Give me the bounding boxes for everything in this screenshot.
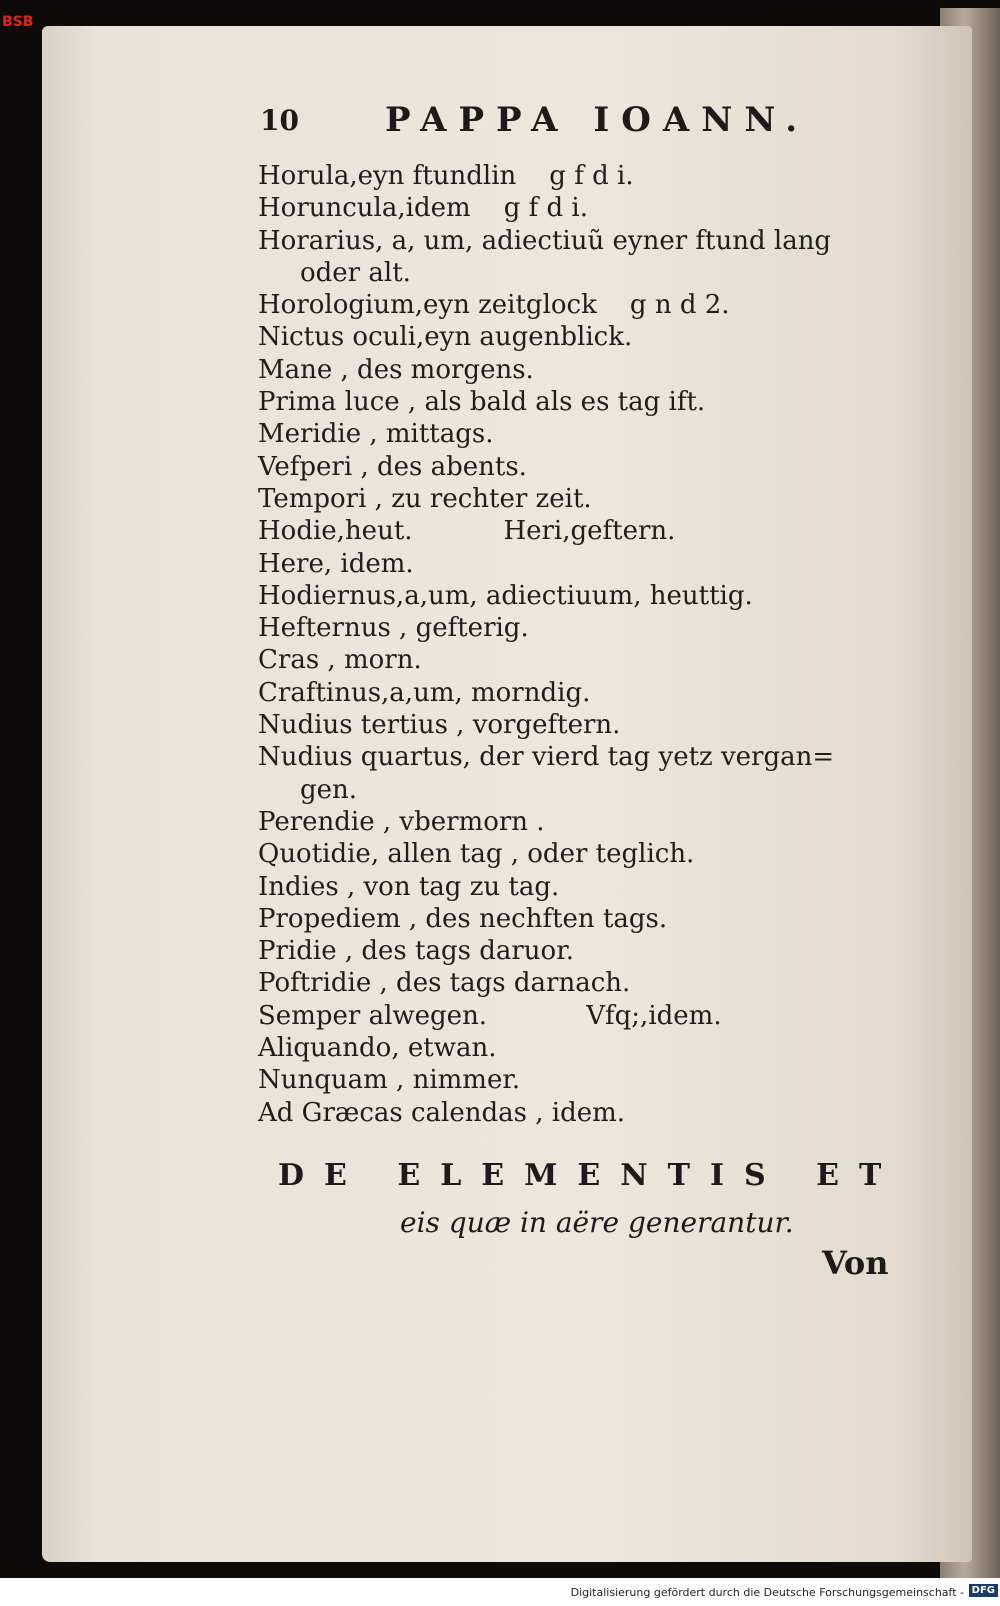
list-item: Horologium,eyn zeitglock g n d 2. (258, 290, 730, 321)
list-item: Ad Græcas calendas , idem. (258, 1097, 626, 1128)
list-item-continuation: oder alt. (300, 257, 411, 288)
list-item: Perendie , vbermorn . (258, 806, 545, 837)
running-title: PAPPA IOANN. (385, 100, 810, 140)
vocabulary-list (258, 160, 918, 1129)
list-item: Horuncula,idem g f d i. (258, 193, 588, 224)
list-item: Prima luce , als bald als es tag ift. (258, 387, 706, 418)
bsb-logo: BSB (2, 14, 34, 30)
list-item: Nunquam , nimmer. (258, 1065, 521, 1096)
list-item: Vefperi , des abents. (258, 451, 527, 482)
list-item: Quotidie, allen tag , oder teglich. (258, 839, 695, 870)
list-item: Hodie,heut. Heri,geftern. (258, 516, 676, 547)
dfg-logo: DFG (969, 1584, 998, 1597)
list-item: Horarius, a, um, adiectiuũ eyner ftund lang (258, 225, 832, 256)
list-item: Propediem , des nechften tags. (258, 903, 668, 934)
list-item: Cras , morn. (258, 645, 422, 676)
list-item: Pridie , des tags daruor. (258, 936, 575, 967)
catchword: Von (822, 1244, 889, 1282)
list-item: Indies , von tag zu tag. (258, 871, 560, 902)
list-item: Semper alwegen. Vfq;,idem. (258, 1000, 722, 1031)
list-item: Meridie , mittags. (258, 419, 494, 450)
running-head (260, 100, 850, 140)
list-item: Horula,eyn ftundlin g f d i. (258, 161, 634, 191)
footer-credit: Digitalisierung gefördert durch die Deutsche Forschungsgemeinschaft - (570, 1586, 964, 1599)
list-item-continuation: gen. (300, 774, 358, 805)
list-item: Craftinus,a,um, morndig. (258, 677, 591, 708)
list-item: Hodiernus,a,um, adiectiuum, heuttig. (258, 580, 753, 611)
list-item: Nudius quartus, der vierd tag yetz vergan= (258, 742, 835, 773)
page-number: 10 (260, 104, 299, 137)
list-item: Here, idem. (258, 548, 414, 579)
list-item: Aliquando, etwan. (258, 1033, 497, 1064)
list-item: Poftridie , des tags darnach. (258, 968, 631, 999)
list-item: Nudius tertius , vorgeftern. (258, 710, 621, 741)
section-heading: DE ELEMENTIS ET (278, 1158, 902, 1193)
list-item: Mane , des morgens. (258, 354, 534, 385)
list-item: Nictus oculi,eyn augenblick. (258, 322, 633, 353)
section-subheading: eis quæ in aëre generantur. (400, 1206, 794, 1239)
list-item: Hefternus , gefterig. (258, 613, 529, 644)
list-item: Tempori , zu rechter zeit. (258, 483, 592, 514)
